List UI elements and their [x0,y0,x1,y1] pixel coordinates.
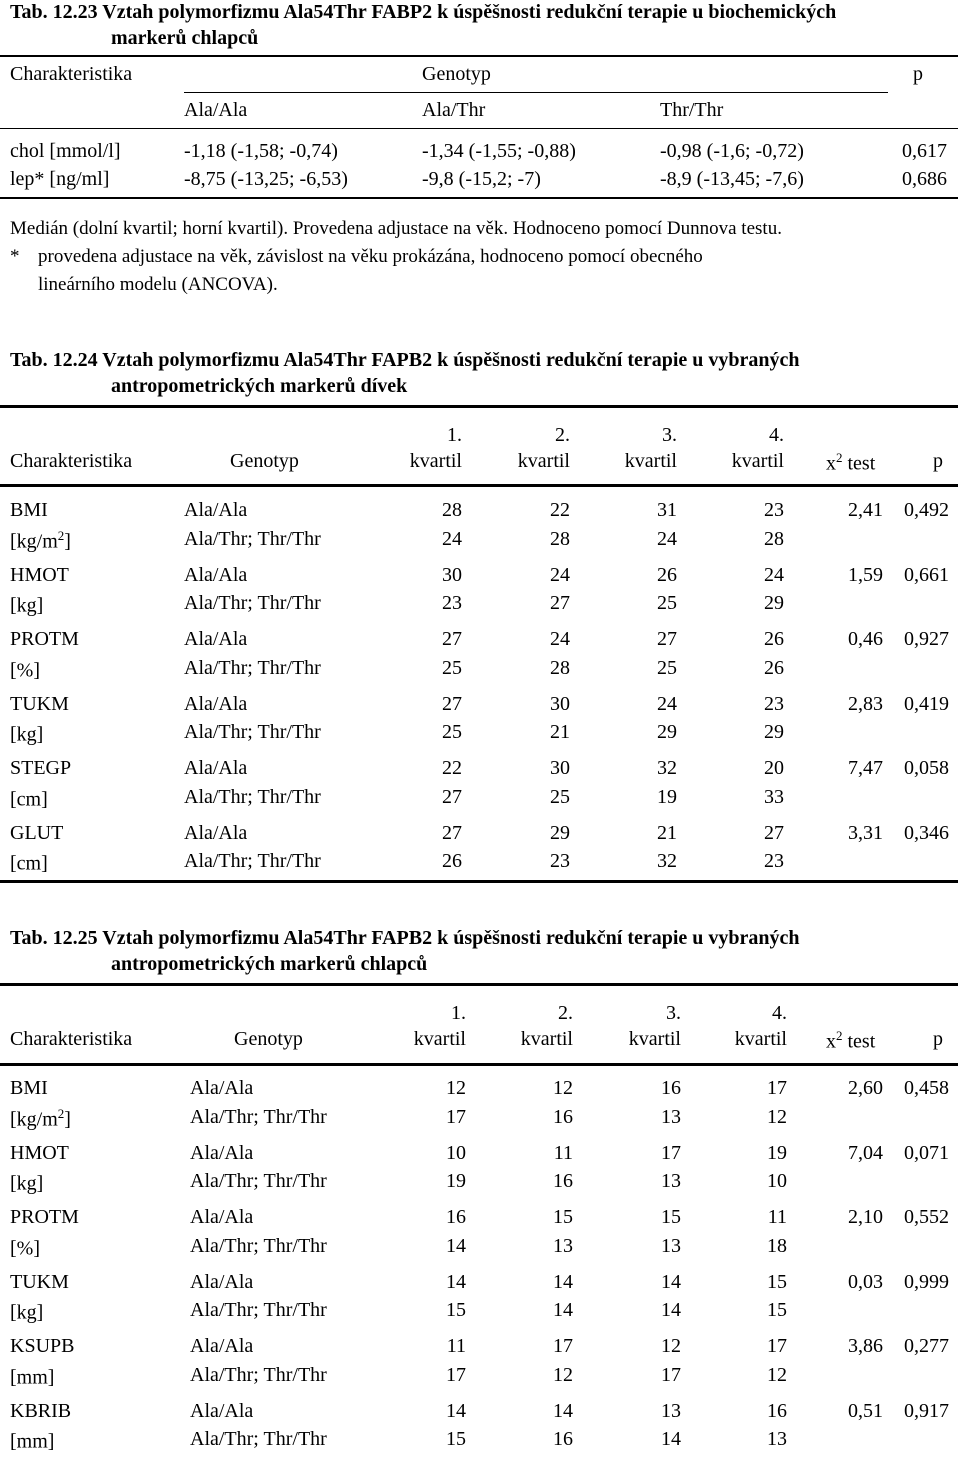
table25-group-name: KBRIB [10,1399,72,1422]
table24-row-chi-value: 2,41 [848,499,883,521]
table24-row-chi-value: 3,31 [848,821,883,844]
chi-superscript: 2 [836,1028,843,1043]
unit-text: [cm] [10,852,48,875]
unit-text: [kg/m [10,1108,58,1131]
table25-group-unit [10,1236,40,1259]
unit-end: ] [64,1108,71,1131]
table-24-top-rule [0,405,958,408]
table24-row-q1-value: 28 [442,499,462,521]
table-25-header-rule [0,1063,958,1066]
table24-row-q2-value: 24 [550,628,570,650]
table25-row-q2-value: 16 [553,1105,573,1128]
table25-row-genotype: Ala/Thr; Thr/Thr [190,1170,327,1192]
table24-group-name: PROTM [10,628,79,650]
table24-row-genotype: Ala/Thr; Thr/Thr [184,656,321,679]
table24-row-q1-value: 27 [442,821,462,844]
table24-row-q4-value: 29 [764,721,784,743]
table25-row-q3-value: 13 [661,1105,681,1128]
table-23-bottom-rule [0,197,958,199]
table24-row-genotype: Ala/Ala [184,821,248,844]
unit-text: [kg] [10,594,44,617]
t23-row1-label: chol [mmol/l] [10,140,121,162]
table24-row-q3-value: 25 [657,656,677,679]
table25-row-q1-value: 10 [446,1141,466,1164]
table24-row-genotype: Ala/Ala [184,628,248,650]
table25-row-q2-value: 14 [553,1299,573,1321]
t23-header-g1: Ala/Ala [184,99,248,121]
table24-row-q2-value: 29 [550,821,570,844]
t23-row2-g3: -8,9 (-13,45; -7,6) [660,168,804,190]
t23-row1-g3: -0,98 (-1,6; -0,72) [660,140,804,162]
table24-row-p-value: 0,419 [904,692,949,715]
table25-row-q4-value: 17 [767,1077,787,1099]
unit-text: [kg/m [10,530,58,553]
table24-row-q1-value: 25 [442,721,462,743]
table25-row-chi-value: 0,51 [848,1399,883,1422]
table25-row-chi-value: 2,10 [848,1206,883,1228]
table24-header-q3-label: kvartil [624,450,677,472]
table24-row-q1-value: 27 [442,628,462,650]
table25-header-chi [826,1029,875,1052]
table25-row-genotype: Ala/Thr; Thr/Thr [190,1428,327,1450]
t23-header-p: p [913,63,923,85]
table25-row-q2-value: 16 [553,1428,573,1450]
unit-text: [%] [10,659,40,682]
table24-group-name: TUKM [10,692,69,715]
table24-row-q3-value: 24 [657,527,677,550]
table25-row-p-value: 0,458 [904,1077,949,1099]
table24-row-genotype: Ala/Thr; Thr/Thr [184,527,321,550]
table24-group-name: STEGP [10,757,72,779]
table25-row-p-value: 0,552 [904,1206,949,1228]
table24-row-genotype: Ala/Ala [184,692,248,715]
table24-group-unit [10,658,40,681]
table25-group-name: TUKM [10,1270,69,1293]
table-23-caption [10,0,836,51]
table25-row-q1-value: 14 [446,1270,466,1293]
t23-row1-g1: -1,18 (-1,58; -0,74) [184,140,338,162]
table24-row-q4-value: 20 [764,757,784,779]
table25-row-q4-value: 18 [767,1234,787,1257]
table25-row-p-value: 0,277 [904,1335,949,1357]
table24-row-q2-value: 25 [550,785,570,808]
table24-row-q1-value: 24 [442,527,462,550]
table24-header-q1-number: 1. [447,424,462,446]
table24-row-q2-value: 28 [550,527,570,550]
unit-text: [kg] [10,1172,44,1195]
table24-row-genotype: Ala/Ala [184,757,248,779]
table25-row-q2-value: 16 [553,1170,573,1192]
t23-row2-g1: -8,75 (-13,25; -6,53) [184,168,348,190]
table24-row-q4-value: 23 [764,499,784,521]
table25-row-genotype: Ala/Thr; Thr/Thr [190,1299,327,1321]
table25-row-q3-value: 12 [661,1335,681,1357]
table-23-genotype-rule [184,92,888,93]
table25-header-q1-number: 1. [451,1002,466,1024]
table25-header-q3-label: kvartil [628,1028,681,1050]
table25-row-q1-value: 11 [446,1335,466,1357]
table24-row-q2-value: 22 [550,499,570,521]
table24-header-q2-number: 2. [555,424,570,446]
table25-group-name: HMOT [10,1141,69,1164]
table24-group-unit [10,529,71,552]
table-24-caption-line1: Tab. 12.24 Vztah polymorfizmu Ala54Thr FAPB2 k úspěšnosti redukční terapie u vybraných [10,349,800,371]
t23-row2-g2: -9,8 (-15,2; -7) [422,168,541,190]
table24-row-p-value: 0,661 [904,563,949,586]
table24-row-q2-value: 27 [550,592,570,614]
table24-row-q3-value: 32 [657,850,677,872]
table-25-caption [10,925,800,977]
table25-row-q3-value: 13 [661,1234,681,1257]
table25-row-chi-value: 2,60 [848,1077,883,1099]
table25-row-q1-value: 16 [446,1206,466,1228]
table24-row-q2-value: 21 [550,721,570,743]
table-24-header-rule [0,484,958,487]
table24-group-unit [10,787,48,810]
table24-row-q2-value: 24 [550,563,570,586]
table25-header-genotype: Genotyp [234,1028,303,1050]
table25-row-q3-value: 14 [661,1270,681,1293]
table24-group-unit [10,593,43,616]
table24-row-q4-value: 29 [764,592,784,614]
table25-row-q1-value: 14 [446,1399,466,1422]
table24-row-q1-value: 25 [442,656,462,679]
table25-row-genotype: Ala/Thr; Thr/Thr [190,1234,327,1257]
table25-row-q2-value: 14 [553,1399,573,1422]
table24-row-p-value: 0,492 [904,499,949,521]
chi-symbol: x [826,1030,836,1053]
table25-row-genotype: Ala/Ala [190,1335,254,1357]
t23-header-characteristic: Charakteristika [10,63,133,85]
table24-group-name: GLUT [10,821,64,844]
table24-row-q3-value: 27 [657,628,677,650]
table25-group-name: BMI [10,1077,48,1099]
table24-row-q4-value: 27 [764,821,784,844]
table25-group-unit [10,1107,71,1130]
table25-row-q2-value: 17 [553,1335,573,1357]
table24-row-genotype: Ala/Thr; Thr/Thr [184,592,321,614]
table25-row-q4-value: 19 [767,1141,787,1164]
t23-row1-g2: -1,34 (-1,55; -0,88) [422,140,576,162]
table25-row-q2-value: 12 [553,1077,573,1099]
table25-row-q4-value: 16 [767,1399,787,1422]
chi-symbol: x [826,452,836,475]
table25-row-q4-value: 13 [767,1428,787,1450]
table25-header-q1-label: kvartil [413,1028,466,1050]
unit-text: [mm] [10,1366,55,1389]
table24-group-name: HMOT [10,563,69,586]
table24-row-q3-value: 24 [657,692,677,715]
table24-row-q4-value: 26 [764,628,784,650]
table24-row-q4-value: 24 [764,563,784,586]
table24-row-q3-value: 21 [657,821,677,844]
table25-row-q4-value: 12 [767,1363,787,1386]
table24-header-q2-label: kvartil [517,450,570,472]
table24-row-q4-value: 26 [764,656,784,679]
t23-header-g3: Thr/Thr [660,99,724,121]
chi-test-label: test [842,1030,876,1053]
t23-note-1: Medián (dolní kvartil; horní kvartil). Provedena adjustace na věk. Hodnoceno pomocí Dunnova testu. [10,218,782,239]
t23-note-2: provedena adjustace na věk, závislost na věku prokázána, hodnoceno pomocí obecného [38,246,703,267]
table25-row-chi-value: 7,04 [848,1141,883,1164]
table25-row-q4-value: 10 [767,1170,787,1192]
table24-row-genotype: Ala/Ala [184,563,248,586]
unit-text: [cm] [10,788,48,811]
table25-header-q4-label: kvartil [734,1028,787,1050]
unit-end: ] [64,530,71,553]
table24-row-q4-value: 33 [764,785,784,808]
table25-row-genotype: Ala/Ala [190,1399,254,1422]
chi-superscript: 2 [836,450,843,465]
unit-text: [kg] [10,1301,44,1324]
table24-group-unit [10,722,43,745]
table24-row-q4-value: 23 [764,850,784,872]
table25-row-q3-value: 13 [661,1399,681,1422]
table25-row-p-value: 0,917 [904,1399,949,1422]
table25-header-q2-number: 2. [558,1002,573,1024]
table25-row-q3-value: 14 [661,1428,681,1450]
table24-row-q1-value: 26 [442,850,462,872]
table25-row-q4-value: 17 [767,1335,787,1357]
table25-row-q3-value: 15 [661,1206,681,1228]
table-24-caption-line2: antropometrických markerů dívek [111,375,408,397]
unit-superscript: 2 [57,527,65,543]
table25-header-q3-number: 3. [666,1002,681,1024]
table24-header-genotype: Genotyp [230,450,299,472]
table25-row-genotype: Ala/Thr; Thr/Thr [190,1363,327,1386]
table25-header-q2-label: kvartil [520,1028,573,1050]
table24-row-chi-value: 0,46 [848,628,883,650]
table25-row-q3-value: 17 [661,1363,681,1386]
table24-header-characteristic: Charakteristika [10,450,133,472]
table24-row-chi-value: 2,83 [848,692,883,715]
table25-row-q1-value: 12 [446,1077,466,1099]
table25-row-q2-value: 13 [553,1234,573,1257]
table25-row-q4-value: 12 [767,1105,787,1128]
t23-row2-label: lep* [ng/ml] [10,168,110,190]
table25-row-genotype: Ala/Ala [190,1270,254,1293]
table24-row-p-value: 0,346 [904,821,949,844]
table-23-top-rule [0,55,958,57]
table24-row-q1-value: 30 [442,563,462,586]
table24-row-q1-value: 22 [442,757,462,779]
table25-row-q3-value: 13 [661,1170,681,1192]
table24-row-genotype: Ala/Thr; Thr/Thr [184,785,321,808]
table25-row-q1-value: 15 [446,1299,466,1321]
table25-row-q2-value: 11 [553,1141,573,1164]
table24-row-q3-value: 19 [657,785,677,808]
t23-note-3: lineárního modelu (ANCOVA). [38,274,278,295]
table24-row-genotype: Ala/Thr; Thr/Thr [184,850,321,872]
table25-header-characteristic: Charakteristika [10,1028,133,1050]
table25-row-q1-value: 14 [446,1234,466,1257]
table25-group-unit [10,1300,43,1323]
table25-row-genotype: Ala/Ala [190,1077,254,1099]
table25-row-q4-value: 15 [767,1299,787,1321]
table24-row-q2-value: 28 [550,656,570,679]
table-25-caption-line1: Tab. 12.25 Vztah polymorfizmu Ala54Thr FAPB2 k úspěšnosti redukční terapie u vybraných [10,927,800,949]
table24-row-q3-value: 25 [657,592,677,614]
table25-row-q4-value: 11 [767,1206,787,1228]
table25-row-q2-value: 12 [553,1363,573,1386]
table25-header-p: p [933,1028,943,1050]
table24-row-chi-value: 7,47 [848,757,883,779]
table25-row-q4-value: 15 [767,1270,787,1293]
table24-header-p: p [933,450,943,472]
unit-text: [kg] [10,723,44,746]
table24-row-q4-value: 23 [764,692,784,715]
table24-row-genotype: Ala/Thr; Thr/Thr [184,721,321,743]
table-25-top-rule [0,983,958,986]
table25-group-unit [10,1171,43,1194]
table25-group-name: KSUPB [10,1335,75,1357]
table24-header-chi [826,451,875,474]
table25-row-genotype: Ala/Ala [190,1141,254,1164]
table-23-caption-line2: markerů chlapců [111,27,259,49]
table24-row-q2-value: 30 [550,692,570,715]
t23-note-asterisk: * [10,246,20,267]
table24-row-p-value: 0,927 [904,628,949,650]
table24-row-q3-value: 32 [657,757,677,779]
table-23-caption-line1: Tab. 12.23 Vztah polymorfizmu Ala54Thr FABP2 k úspěšnosti redukční terapie u biochemických [10,1,837,23]
table24-row-chi-value: 1,59 [848,563,883,586]
table24-row-q2-value: 23 [550,850,570,872]
table-23-header-rule [0,128,958,129]
table25-row-p-value: 0,071 [904,1141,949,1164]
table24-row-q1-value: 23 [442,592,462,614]
unit-text: [mm] [10,1430,55,1453]
table24-row-q3-value: 31 [657,499,677,521]
table24-row-q2-value: 30 [550,757,570,779]
table25-group-unit [10,1429,54,1452]
table25-row-chi-value: 0,03 [848,1270,883,1293]
table24-row-q1-value: 27 [442,692,462,715]
table25-row-genotype: Ala/Ala [190,1206,254,1228]
table24-row-q3-value: 29 [657,721,677,743]
t23-header-g2: Ala/Thr [422,99,486,121]
table25-row-q1-value: 17 [446,1105,466,1128]
table25-group-unit [10,1365,54,1388]
table25-row-genotype: Ala/Thr; Thr/Thr [190,1105,327,1128]
table25-group-name: PROTM [10,1206,79,1228]
t23-row2-p: 0,686 [902,168,947,190]
table25-row-chi-value: 3,86 [848,1335,883,1357]
table24-row-genotype: Ala/Ala [184,499,248,521]
table25-row-q2-value: 15 [553,1206,573,1228]
table24-header-q1-label: kvartil [409,450,462,472]
table24-group-name: BMI [10,499,48,521]
unit-superscript: 2 [57,1105,65,1121]
table24-row-q1-value: 27 [442,785,462,808]
table25-row-q3-value: 14 [661,1299,681,1321]
table24-row-q4-value: 28 [764,527,784,550]
table25-row-q1-value: 19 [446,1170,466,1192]
table24-row-p-value: 0,058 [904,757,949,779]
t23-header-genotype: Genotyp [422,63,491,85]
table25-row-q2-value: 14 [553,1270,573,1293]
t23-row1-p: 0,617 [902,140,947,162]
unit-text: [%] [10,1237,40,1260]
table25-row-q3-value: 16 [661,1077,681,1099]
table24-header-q3-number: 3. [662,424,677,446]
table-24-bottom-rule [0,880,958,883]
table-25-caption-line2: antropometrických markerů chlapců [111,953,428,975]
table24-header-q4-label: kvartil [731,450,784,472]
table25-row-q1-value: 17 [446,1363,466,1386]
table24-group-unit [10,851,48,874]
table25-row-q1-value: 15 [446,1428,466,1450]
table-24-caption [10,347,800,399]
table24-row-q3-value: 26 [657,563,677,586]
chi-test-label: test [842,452,876,475]
table24-header-q4-number: 4. [769,424,784,446]
table25-row-q3-value: 17 [661,1141,681,1164]
table25-header-q4-number: 4. [772,1002,787,1024]
table25-row-p-value: 0,999 [904,1270,949,1293]
